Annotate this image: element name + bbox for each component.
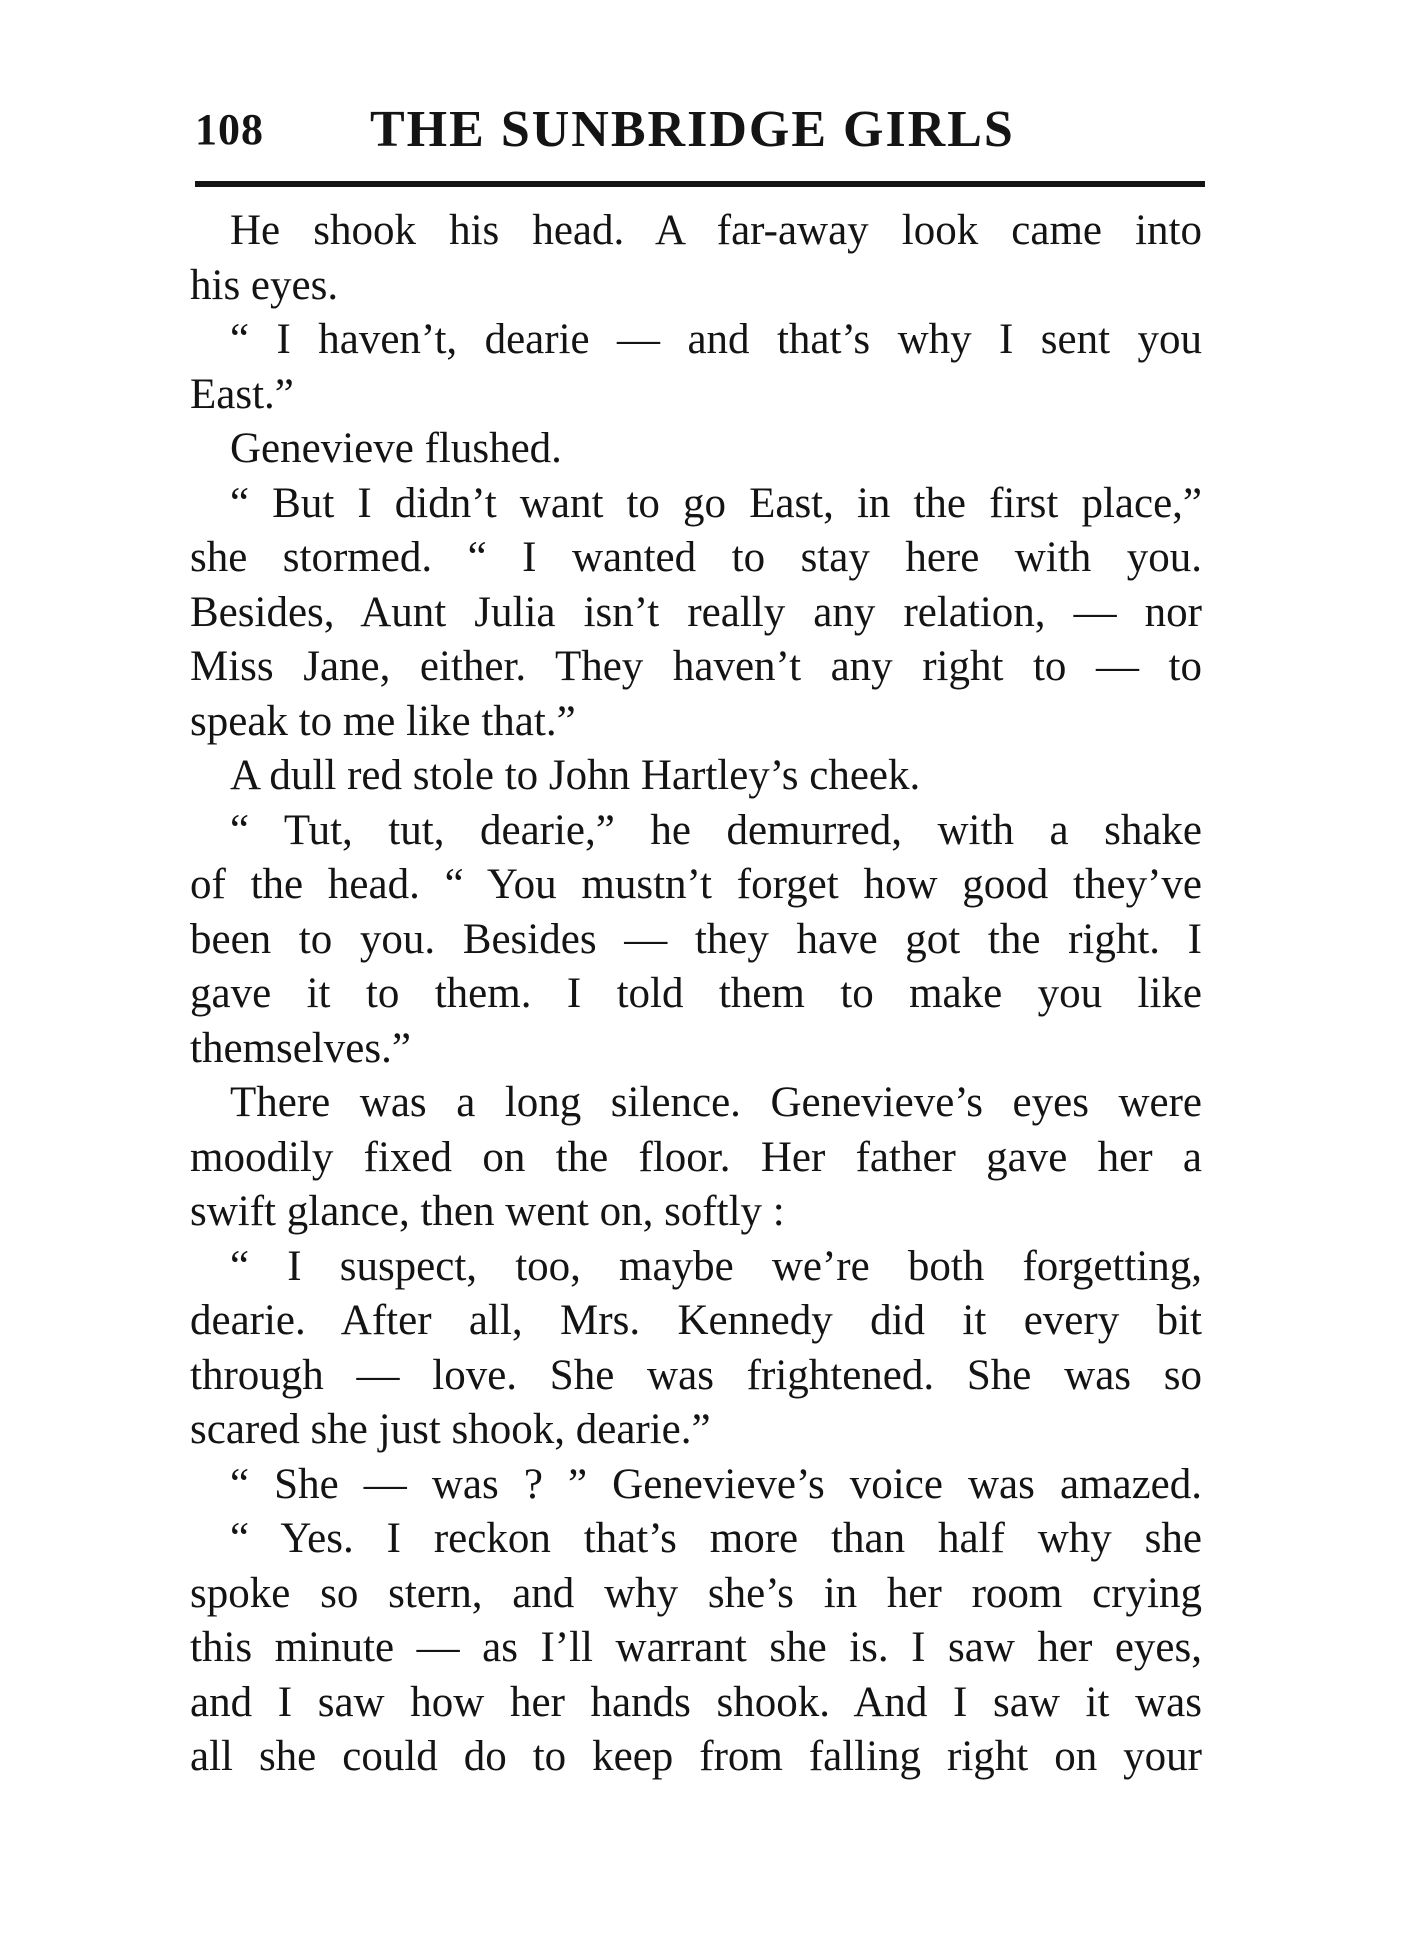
text-line: scared she just shook, dearie.” [190, 1406, 711, 1453]
text-line: this minute — as I’ll warrant she is. I saw her eyes, [190, 1624, 1202, 1671]
text-line: of the head. “ You mustn’t forget how good they’ve [190, 861, 1202, 908]
text-line: He shook his head. A far-away look came into [230, 207, 1202, 254]
text-line: Besides, Aunt Julia isn’t really any relation, — nor [190, 588, 1202, 636]
text-line: through — love. She was frightened. She was so [190, 1351, 1202, 1399]
text-line: his eyes. [190, 261, 339, 309]
body-text [190, 204, 1202, 1824]
page-number: 108 [195, 105, 264, 154]
text-line: Miss Jane, either. They haven’t any right to — to [190, 643, 1202, 690]
text-line: “ She — was ? ” Genevieve’s voice was amazed. [230, 1460, 1202, 1508]
header-rule [195, 181, 1205, 187]
text-line: “ Yes. I reckon that’s more than half why she [230, 1515, 1202, 1562]
running-title: THE SUNBRIDGE GIRLS [370, 101, 1015, 158]
text-line: all she could do to keep from falling right on your [190, 1733, 1202, 1780]
text-line: There was a long silence. Genevieve’s eyes were [230, 1079, 1202, 1126]
text-line: Genevieve flushed. [230, 425, 562, 472]
text-line: “ But I didn’t want to go East, in the first place,” [230, 479, 1202, 527]
running-head [195, 100, 1205, 170]
text-line: “ Tut, tut, dearie,” he demurred, with a shake [230, 806, 1202, 854]
text-line: East.” [190, 370, 294, 418]
text-line: gave it to them. I told them to make you like [190, 970, 1202, 1017]
text-line: speak to me like that.” [190, 697, 576, 745]
text-line: been to you. Besides — they have got the right. I [190, 915, 1202, 963]
text-line: moodily fixed on the floor. Her father gave her a [190, 1133, 1202, 1181]
text-line: and I saw how her hands shook. And I saw it was [190, 1678, 1202, 1726]
text-line: themselves.” [190, 1024, 411, 1072]
text-line: A dull red stole to John Hartley’s cheek. [230, 752, 921, 799]
text-line: “ I suspect, too, maybe we’re both forgetting, [230, 1242, 1202, 1290]
text-line: “ I haven’t, dearie — and that’s why I sent you [230, 316, 1202, 363]
text-line: she stormed. “ I wanted to stay here with you. [190, 534, 1202, 581]
text-line: dearie. After all, Mrs. Kennedy did it every bit [190, 1297, 1202, 1344]
text-line: spoke so stern, and why she’s in her room crying [190, 1569, 1202, 1617]
text-line: swift glance, then went on, softly : [190, 1188, 785, 1235]
